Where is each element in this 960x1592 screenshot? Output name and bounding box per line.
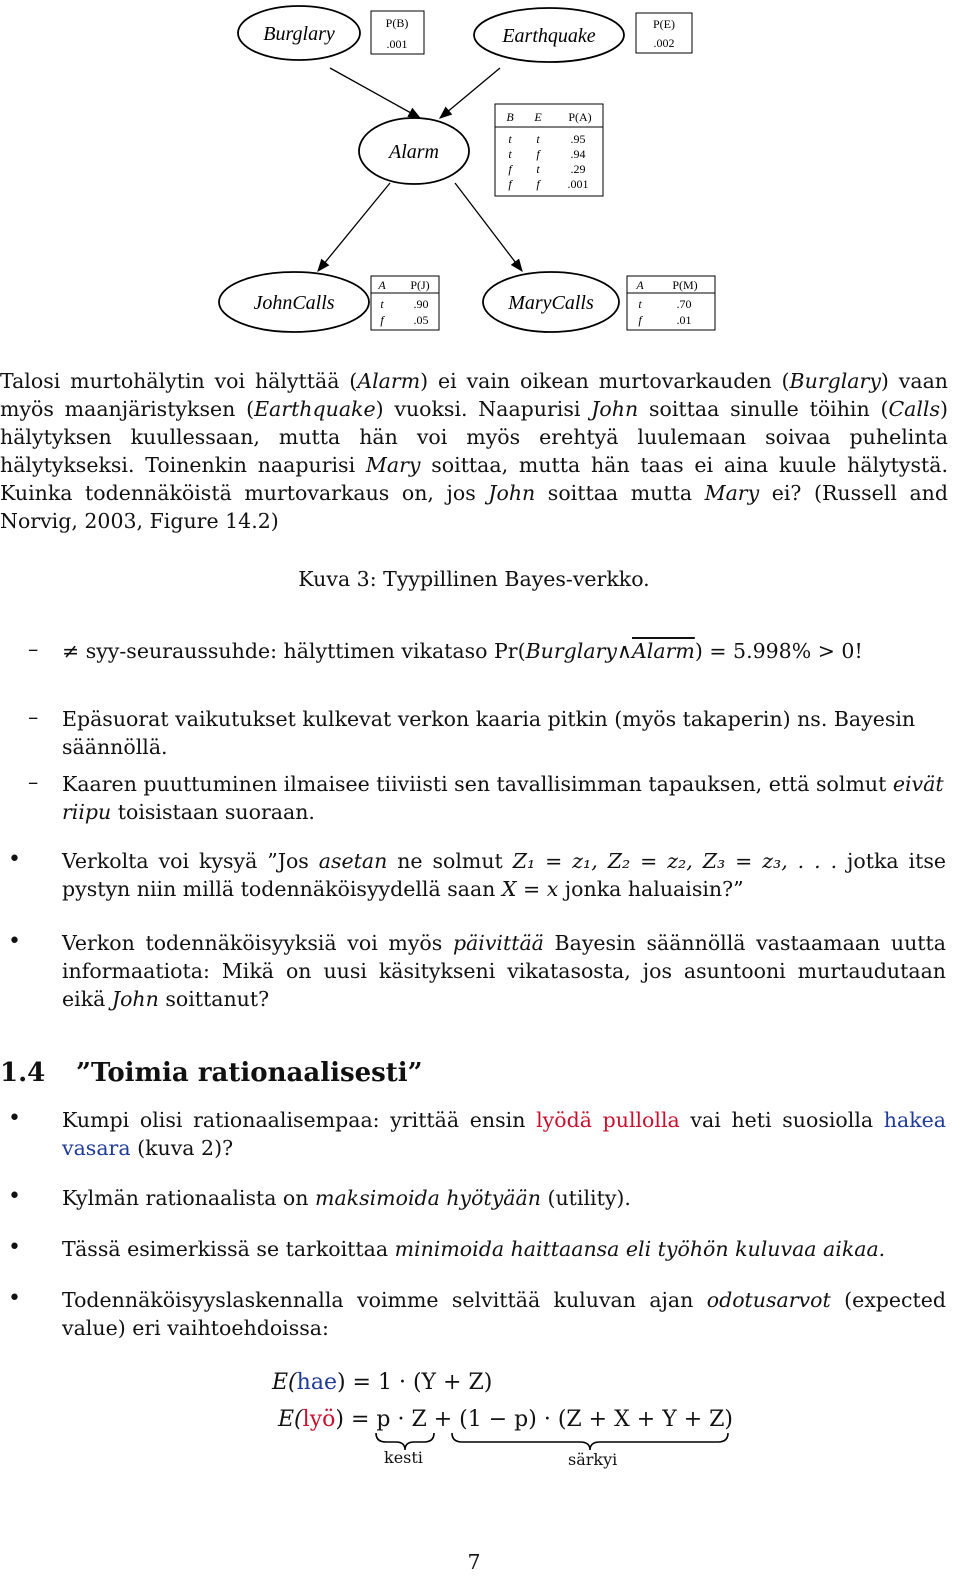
svg-text:f: f [638, 313, 642, 327]
node-johncalls [219, 272, 369, 332]
dash-marker: – [28, 637, 39, 661]
node-earthquake [474, 8, 624, 62]
svg-text:t: t [508, 132, 512, 146]
svg-text:B: B [506, 110, 514, 124]
term-kesti: p · Z [376, 1407, 427, 1432]
svg-text:t: t [536, 162, 540, 176]
edge-earthquake-alarm [440, 68, 500, 118]
edge-burglary-alarm [330, 68, 420, 118]
svg-text:.94: .94 [570, 147, 586, 161]
underbraces [0, 1430, 960, 1460]
svg-text:f: f [508, 177, 512, 191]
svg-text:Burglary: Burglary [263, 23, 335, 45]
dash-marker: – [28, 770, 39, 794]
dash-marker: – [28, 705, 39, 729]
svg-text:Alarm: Alarm [389, 141, 439, 163]
svg-text:E: E [534, 110, 542, 124]
svg-text:f: f [508, 162, 512, 176]
bullet-marker: • [8, 1235, 21, 1260]
term-burglary: Burglary [789, 369, 881, 393]
equation-fetch: E(hae) = 1 · (Y + Z) [272, 1370, 493, 1395]
bullet-marker: • [8, 847, 21, 872]
svg-text:t: t [508, 147, 512, 161]
svg-text:P(E): P(E) [653, 17, 675, 31]
node-alarm [359, 118, 469, 184]
section-number: 1.4 [0, 1058, 46, 1088]
term-mary: Mary [365, 453, 421, 477]
bullet-expected-value: Todennäköisyyslaskennalla voimme selvittää kuluvan ajan odotusarvot (expected value) eri vaihtoehdoissa: [62, 1288, 946, 1340]
bullet-marker: • [8, 1184, 21, 1209]
bayes-network-figure [0, 0, 960, 340]
svg-text:A: A [636, 278, 644, 292]
svg-text:P(J): P(J) [410, 278, 430, 292]
section-heading [0, 1058, 423, 1088]
term-john: John [591, 397, 639, 421]
dash-item-missing-arc: Kaaren puuttuminen ilmaisee tiiviisti sen tavallisimman tapauksen, että solmut eivät riipu toisistaan suoraan. [62, 772, 944, 824]
bullet-query: Verkolta voi kysyä ”Jos asetan ne solmut Z₁ = z₁, Z₂ = z₂, Z₃ = z₃, . . . jotka itse pystyn niin millä todennäköisyydellä saan X = x jonka haluaisin?” [62, 849, 947, 901]
dash-item-indirect-effects: Epäsuorat vaikutukset kulkevat verkon kaaria pitkin (myös takaperin) ns. Bayesin säännöllä. [62, 707, 916, 759]
svg-text:.002: .002 [653, 36, 675, 50]
term-sarkyi: (1 − p) · (Z + X + Y + Z) [459, 1407, 734, 1432]
svg-text:t: t [536, 132, 540, 146]
math-assignment: Z₁ = z₁, Z₂ = z₂, Z₃ = z₃, . . . [512, 849, 838, 873]
svg-text:.90: .90 [413, 297, 429, 311]
option-hit-bottle: lyödä pullolla [536, 1108, 680, 1132]
page-number: 7 [467, 1550, 481, 1574]
svg-text:t: t [638, 297, 642, 311]
svg-text:f: f [536, 147, 540, 161]
equation-hit: E(lyö) = p · Z + (1 − p) · (Z + X + Y + Z) [278, 1407, 734, 1432]
figure-description-paragraph: Talosi murtohälytin voi hälyttää (Alarm) ei vain oikean murtovarkauden (Burglary) vaan myös maanjäristyksen (Earthquake) vuoksi. Naapurisi John soittaa sinulle töihin (Calls) hälytyksen kuullessaan, mutta hän voi myös erehtyä luulemaan soivaa puhelinta hälytykseksi. Toinenkin naapurisi Mary soittaa, mutta hän taas ei aina kuule hälytystä. Kuinka todennäköistä murtovarkaus on, jos John soittaa mutta Mary ei? (Russell and Norvig, 2003, Figure 14.2) [0, 369, 949, 533]
svg-text:f: f [380, 313, 384, 327]
cpt-burglary [371, 11, 424, 54]
option-fetch-hammer: hakea vasara [62, 1108, 946, 1160]
svg-text:P(B): P(B) [385, 16, 409, 30]
svg-text:P(A): P(A) [568, 110, 592, 124]
svg-text:.001: .001 [567, 177, 589, 191]
term-earthquake: Earthquake [254, 397, 376, 421]
section-title: ”Toimia rationaalisesti” [76, 1058, 423, 1088]
cpt-earthquake [636, 13, 692, 53]
svg-text:t: t [380, 297, 384, 311]
svg-text:P(M): P(M) [672, 278, 698, 292]
bullet-minimize: Tässä esimerkissä se tarkoittaa minimoida haittaansa eli työhön kuluvaa aikaa. [62, 1237, 886, 1261]
svg-text:.05: .05 [413, 313, 429, 327]
svg-text:JohnCalls: JohnCalls [253, 292, 335, 314]
edge-alarm-johncalls [318, 183, 390, 271]
bullet-rational-choice: Kumpi olisi rationaalisempaa: yrittää ensin lyödä pullolla vai heti suosiolla hakea vasara (kuva 2)? [62, 1108, 946, 1160]
bullet-utility: Kylmän rationaalista on maksimoida hyötyään (utility). [62, 1186, 631, 1210]
bullet-marker: • [8, 929, 21, 954]
brace-label-sarkyi: särkyi [568, 1450, 618, 1469]
svg-text:A: A [378, 278, 386, 292]
dash-item-causality: ≠ syy-seuraussuhde: hälyttimen vikataso Pr(Burglary∧Alarm) = 5.998% > 0! [62, 639, 863, 663]
cpt-alarm [495, 104, 603, 196]
figure-caption: Kuva 3: Tyypillinen Bayes-verkko. [298, 567, 650, 591]
underbrace-sarkyi [452, 1433, 728, 1450]
node-burglary [238, 6, 360, 60]
cpt-marycalls [627, 276, 715, 330]
cpt-johncalls [371, 276, 439, 330]
svg-text:Earthquake: Earthquake [502, 25, 596, 47]
brace-label-kesti: kesti [384, 1448, 423, 1467]
term-alarm: Alarm [357, 369, 421, 393]
svg-text:f: f [536, 177, 540, 191]
svg-text:.95: .95 [570, 132, 586, 146]
svg-text:.001: .001 [386, 37, 408, 51]
svg-text:.29: .29 [570, 162, 586, 176]
svg-text:.70: .70 [676, 297, 692, 311]
bullet-marker: • [8, 1106, 21, 1131]
node-marycalls [483, 272, 619, 332]
svg-text:.01: .01 [676, 313, 692, 327]
bullet-update: Verkon todennäköisyyksiä voi myös päivittää Bayesin säännöllä vastaamaan uutta informaatiota: Mikä on uusi käsitykseni vikatasosta, jos asuntooni murtaudutaan eikä John soittanut? [62, 931, 946, 1011]
term-calls: Calls [888, 397, 940, 421]
bullet-marker: • [8, 1286, 21, 1311]
svg-text:MaryCalls: MaryCalls [508, 292, 594, 314]
